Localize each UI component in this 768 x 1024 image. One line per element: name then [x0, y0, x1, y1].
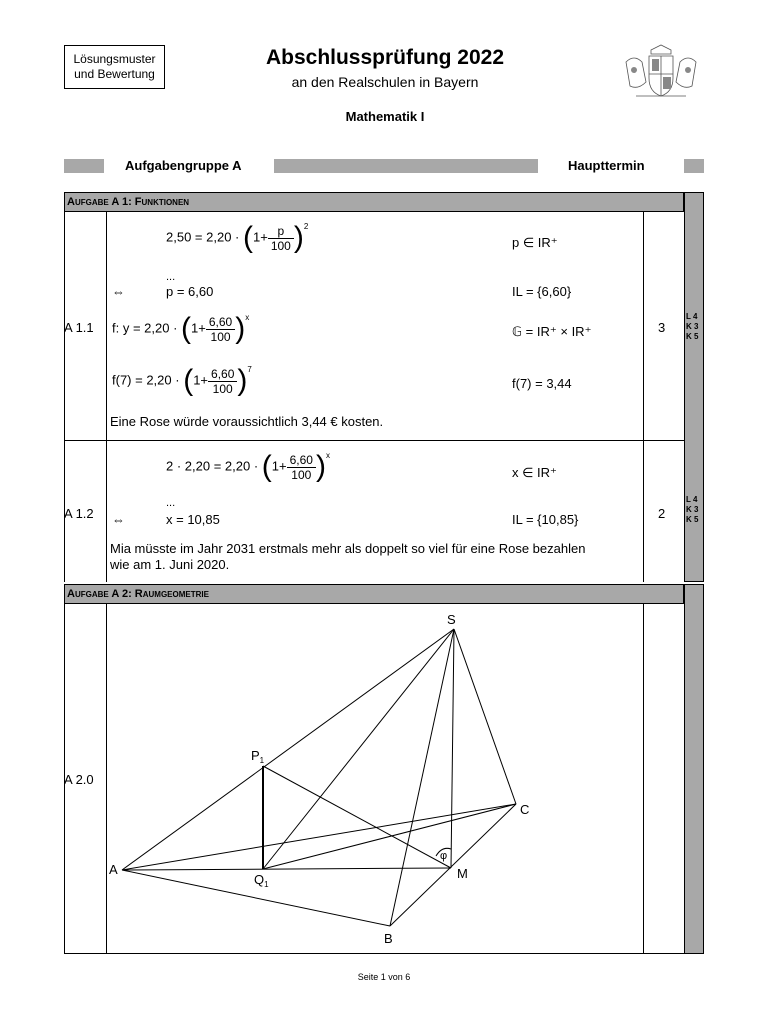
line-q1s	[263, 629, 454, 869]
answer-a11: Eine Rose würde voraussichtlich 3,44 € kosten.	[110, 414, 384, 429]
domain-a12: x ∈ IR⁺	[512, 465, 557, 480]
section-a2-header	[64, 584, 684, 604]
group-label: Aufgabengruppe A	[125, 158, 242, 173]
pyramid-figure	[106, 604, 643, 953]
right-margin-bar-2	[684, 584, 704, 954]
eq-exp: x	[245, 313, 250, 322]
eq-left: 2 · 2,20 = 2,20 ·	[166, 458, 259, 474]
edge-bs	[390, 629, 454, 926]
subject-title: Mathematik I	[345, 109, 425, 124]
page-title: Abschlussprüfung 2022	[265, 46, 505, 69]
point-s-label: S	[447, 612, 456, 627]
p1-sub: 1	[259, 756, 265, 765]
answer-a12-line2: wie am 1. Juni 2020.	[110, 557, 230, 572]
eq-inner: 1+	[253, 229, 268, 245]
section-a2-title: Aufgabe A 2: Raumgeometrie	[67, 588, 209, 600]
eq-left: 2,50 = 2,20 ·	[166, 229, 240, 245]
equivalence-a11: ⇔	[112, 284, 125, 299]
edge-cs	[454, 629, 516, 804]
group-bar-middle	[274, 159, 538, 173]
answer-a12-line1: Mia müsste im Jahr 2031 erstmals mehr als doppelt so viel für eine Rose bezahlen	[110, 541, 586, 556]
eq-den: 100	[212, 381, 233, 396]
page-footer: Seite 1 von 6	[357, 972, 411, 982]
ellipsis-a12: ...	[166, 497, 176, 509]
table-bottom-border	[64, 953, 684, 954]
section-a1-header	[64, 192, 684, 212]
edge-ms	[451, 629, 454, 868]
eq-den: 100	[270, 238, 291, 253]
eq-den: 100	[291, 467, 312, 482]
bavarian-coat-of-arms-icon	[616, 42, 706, 102]
competency-codes-a11	[686, 312, 698, 342]
point-q1-label	[254, 872, 269, 889]
point-a-label: A	[109, 862, 118, 877]
termin-label: Haupttermin	[568, 158, 645, 173]
eq-left: f(7) = 2,20 ·	[112, 372, 180, 388]
ellipsis-a11: ...	[166, 271, 176, 283]
eq-exp: x	[325, 451, 330, 460]
task-label-a20: A 2.0	[64, 772, 94, 787]
eq-exp: 2	[303, 222, 309, 231]
eq-num: 6,60	[206, 315, 235, 330]
eq-inner: 1+	[193, 372, 209, 388]
table-border-left	[64, 212, 65, 582]
code: K 3	[686, 322, 699, 331]
solution-a11: p = 6,60	[166, 284, 214, 299]
domain-a11: p ∈ IR⁺	[512, 235, 558, 250]
group-bar-left	[64, 159, 104, 173]
group-bar-right	[684, 159, 704, 173]
task-label-a12: A 1.2	[64, 506, 94, 521]
task-label-a11: A 1.1	[64, 320, 94, 335]
point-b-label: B	[384, 931, 393, 946]
eq-exp: 7	[247, 365, 252, 374]
point-p1-label	[251, 748, 265, 765]
evaluation-a11: f(7) = 2,20 · (1+ $\frac{6,60}{100}$ )$^7$	[112, 364, 252, 397]
competency-codes-a12	[686, 495, 698, 525]
page-subtitle: an den Realschulen in Bayern	[291, 74, 479, 90]
solution-set-a11: IL = {6,60}	[512, 284, 572, 299]
eq-inner: 1+	[191, 320, 206, 336]
eq-den: 100	[210, 329, 231, 344]
q1-sub: 1	[264, 880, 269, 889]
line-q1c	[263, 804, 516, 869]
box-line-1: Lösungsmuster	[73, 52, 156, 66]
code: K 5	[686, 515, 699, 524]
eq-num: 6,60	[208, 367, 237, 382]
angle-phi-label: φ	[440, 850, 448, 862]
edge-ac	[122, 804, 516, 870]
code: L 4	[686, 312, 698, 321]
section-a1-title: Aufgabe A 1: Funktionen	[67, 196, 190, 208]
line-p1m	[263, 766, 451, 868]
result-a11: f(7) = 3,44	[512, 376, 572, 391]
eq-num: 6,60	[287, 453, 316, 468]
edge-as	[122, 629, 454, 870]
q1-main: Q	[254, 872, 265, 887]
solution-set-a12: IL = {10,85}	[512, 512, 579, 527]
p1-main: P	[251, 748, 260, 763]
equation-a11-1: 2,50 = 2,20 · (1+ $\frac{p}{100}$ )$^2$	[166, 221, 309, 254]
table-divider-points-2	[643, 604, 644, 954]
points-a12: 2	[658, 506, 666, 521]
box-line-2: und Bewertung	[74, 67, 155, 81]
point-m-label: M	[457, 866, 468, 881]
table-divider-points	[643, 212, 644, 582]
equation-a12-1: 2 · 2,20 = 2,20 · (1+ $\frac{6,60}{100}$ )$^x$	[166, 450, 330, 483]
point-c-label: C	[520, 802, 530, 817]
code: L 4	[686, 495, 698, 504]
solution-a12: x = 10,85	[166, 512, 220, 527]
solution-label-box	[64, 45, 165, 89]
code: K 3	[686, 505, 699, 514]
domain-g-a11: 𝔾 = IR⁺ × IR⁺	[512, 324, 592, 339]
eq-num: p	[268, 224, 294, 239]
table-row-divider	[64, 440, 684, 441]
table-divider-label	[106, 212, 107, 582]
function-a11: f: y = 2,20 · (1+ $\frac{6,60}{100}$ )$^x$	[112, 312, 250, 345]
eq-left: f: y = 2,20 ·	[112, 320, 178, 336]
code: K 5	[686, 332, 699, 341]
points-a11: 3	[658, 320, 666, 335]
equivalence-a12: ⇔	[112, 512, 125, 527]
eq-inner: 1+	[271, 458, 287, 474]
